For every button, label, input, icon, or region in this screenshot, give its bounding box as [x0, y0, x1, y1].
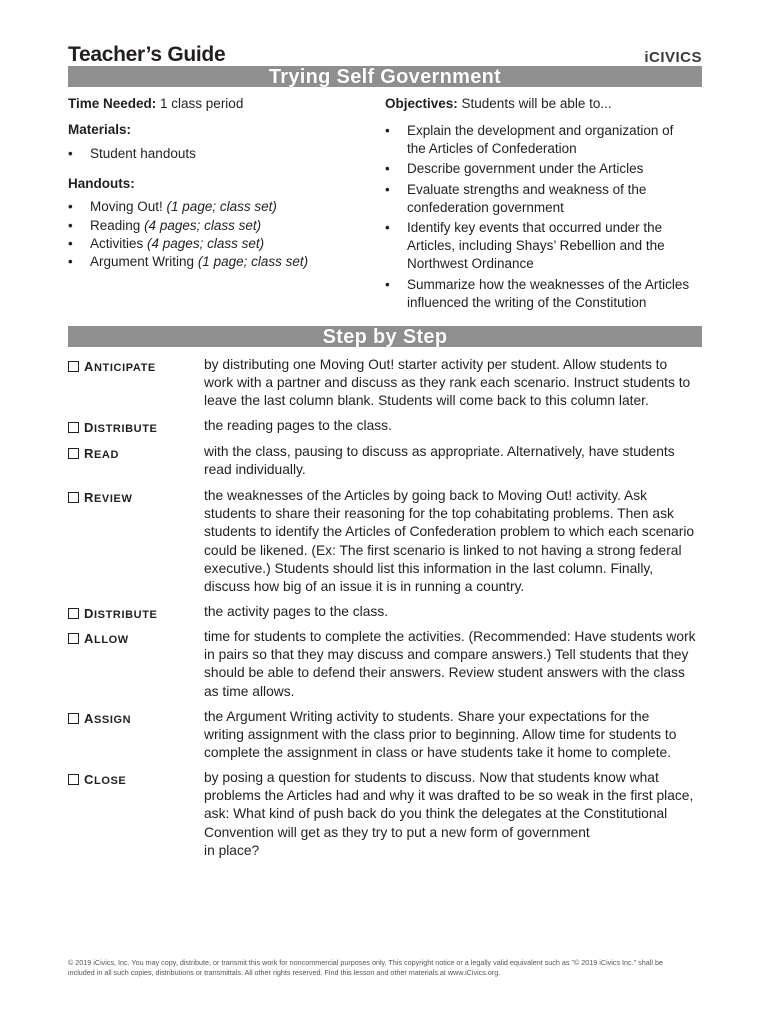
handout-item: • Moving Out! (1 page; class set) [90, 199, 277, 214]
objective-item: • Summarize how the weaknesses of the Articles influenced the writing of the Constitution [407, 276, 689, 312]
step-description: the reading pages to the class. [204, 418, 392, 433]
materials-item: • Student handouts [90, 146, 196, 161]
step-checkbox-label[interactable]: ASSIGN [68, 711, 131, 726]
page-header [68, 40, 702, 323]
lesson-title-banner: Trying Self Government [68, 66, 702, 87]
step-checkbox-label[interactable]: DISTRIBUTE [68, 606, 157, 621]
handout-item: • Activities (4 pages; class set) [90, 236, 264, 251]
step-checkbox-label[interactable]: READ [68, 446, 119, 461]
objective-item: • Evaluate strengths and weakness of the confederation government [407, 181, 646, 217]
handout-item: • Argument Writing (1 page; class set) [90, 254, 308, 269]
checkbox-icon[interactable] [68, 633, 79, 644]
materials-heading: Materials: [68, 122, 132, 137]
handouts-heading: Handouts: [68, 176, 135, 191]
step-description: by posing a question for students to discuss. Now that students know what problems the Articles had and why it was drafted to be so weak in the first place, ask: What kind of push back do you think the delegates at the Constitutional Convention will get as they try to put a new form of government in place? [204, 770, 694, 858]
time-needed: Time Needed: 1 class period [68, 96, 244, 111]
handout-item: • Reading (4 pages; class set) [90, 218, 261, 233]
step-description: with the class, pausing to discuss as appropriate. Alternatively, have students read individually. [204, 444, 675, 478]
overview-section [68, 87, 702, 323]
step-description: by distributing one Moving Out! starter activity per student. Allow students to work with a partner and discuss as they rank each scenario. Instruct students to leave the last column blank. Students will come back to this column later. [204, 357, 691, 409]
objective-item: • Explain the development and organization of the Articles of Confederation [407, 122, 673, 158]
step-checkbox-label[interactable]: ALLOW [68, 631, 129, 646]
checkbox-icon[interactable] [68, 448, 79, 459]
step-description: the Argument Writing activity to students. Share your expectations for the writing assignment with the class prior to beginning. Allow time for students to complete the assignment in class or have students take it home to complete. [204, 709, 677, 761]
checkbox-icon[interactable] [68, 713, 79, 724]
objectives-heading: Objectives: Students will be able to... [385, 96, 612, 111]
step-checkbox-label[interactable]: ANTICIPATE [68, 359, 156, 374]
step-checkbox-label[interactable]: REVIEW [68, 490, 132, 505]
step-description: the weaknesses of the Articles by going back to Moving Out! activity. Ask students to share their reasoning for the top cohabitating problems. Then ask students to identify the Articles of Confederation problem to which each scenario could be likened. (Ex: The first scenario is linked to not having a strong federal executive.) Students should list this information in the last column. Finally, discuss how big of an issue it is in running a country. [204, 488, 695, 595]
checkbox-icon[interactable] [68, 422, 79, 433]
brand-logo: iCIVICS [644, 49, 702, 66]
objective-item: • Identify key events that occurred under the Articles, including Shays’ Rebellion and the Northwest Ordinance [407, 219, 665, 274]
step-checkbox-label[interactable]: DISTRIBUTE [68, 420, 157, 435]
step-description: the activity pages to the class. [204, 604, 389, 619]
checkbox-icon[interactable] [68, 608, 79, 619]
step-description: time for students to complete the activities. (Recommended: Have students work in pairs so that they may discuss and compare answers.) Tell students that they should be able to defend their answers. Review student answers with the class as time allows. [204, 629, 696, 699]
page-title: Teacher’s Guide [68, 43, 226, 66]
checkbox-icon[interactable] [68, 774, 79, 785]
objective-item: • Describe government under the Articles [407, 160, 643, 178]
copyright-footer: © 2019 iCivics, Inc. You may copy, distribute, or transmit this work for noncommercial purposes only. This copyright notice or a legally valid equivalent such as "© 2019 iCivics Inc." shall be included in all such copies, distributions or transmittals. All other rights reserved. Find this lesson and other materials at www.iCivics.org. [68, 958, 663, 977]
checkbox-icon[interactable] [68, 361, 79, 372]
step-checkbox-label[interactable]: CLOSE [68, 772, 126, 787]
checkbox-icon[interactable] [68, 492, 79, 503]
step-by-step-banner: Step by Step [68, 326, 702, 347]
